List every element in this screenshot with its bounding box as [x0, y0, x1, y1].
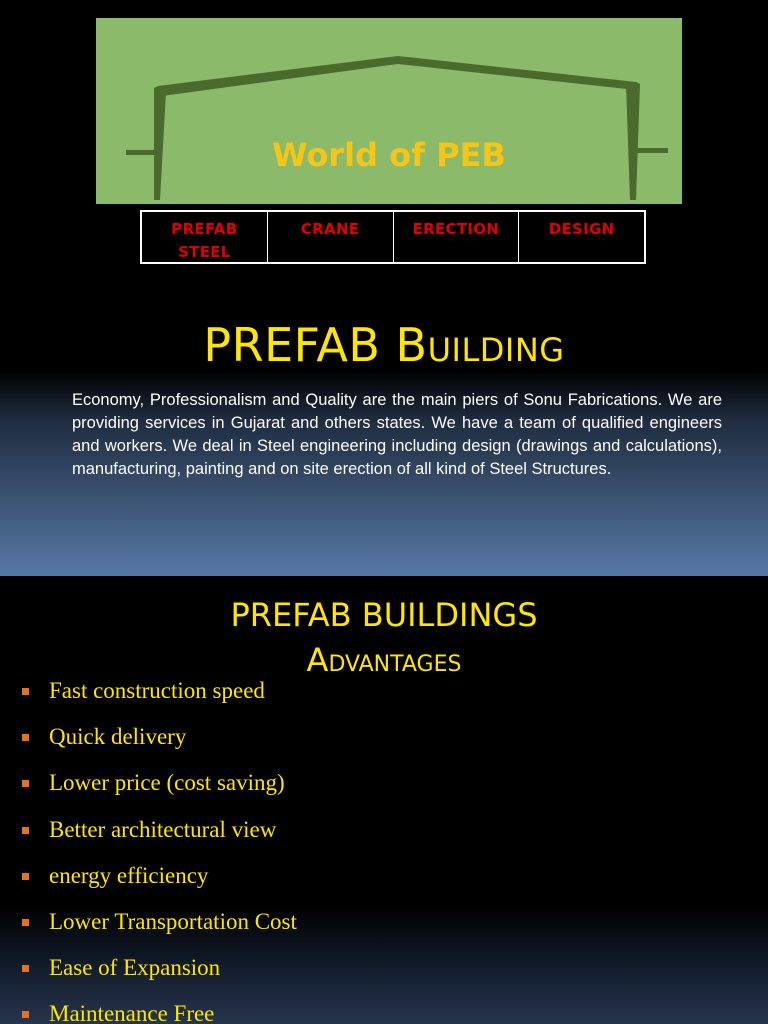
nav-item-design[interactable]: DESIGN [548, 220, 615, 238]
list-item: Better architectural view [22, 815, 297, 861]
list-item: Ease of Expansion [22, 953, 297, 999]
nav-item-label: PREFAB STEEL [171, 220, 238, 261]
bullet-icon [22, 780, 29, 787]
bullet-icon [22, 827, 29, 834]
intro-paragraph: Economy, Professionalism and Quality are the main piers of Sonu Fabrications. We are providing services in Gujarat and others states. We have a team of qualified engineers and workers. We deal in Steel engineering including design (drawings and calculations), manufacturing, painting and on site erection of all kind of Steel Structures. [72, 391, 722, 478]
banner [96, 18, 682, 204]
nav-item-prefab-steel[interactable] [142, 212, 268, 262]
list-item: Fast construction speed [22, 676, 297, 722]
slide-advantages [0, 576, 768, 1024]
advantages-list [22, 676, 297, 1024]
bullet-icon [22, 1011, 29, 1018]
bullet-icon [22, 919, 29, 926]
list-item: Maintenance Free [22, 999, 297, 1024]
bullet-icon [22, 965, 29, 972]
nav-item-crane[interactable]: CRANE [268, 212, 394, 262]
bullet-icon [22, 688, 29, 695]
advantages-title: PREFAB BUILDINGS [230, 596, 538, 634]
advantages-subtitle: Advantages [306, 641, 462, 679]
list-item: Lower price (cost saving) [22, 768, 297, 814]
bullet-icon [22, 873, 29, 880]
nav-table [140, 210, 646, 264]
banner-title: World of PEB [272, 136, 506, 174]
list-item: energy efficiency [22, 861, 297, 907]
list-item: Quick delivery [22, 722, 297, 768]
nav-item-erection[interactable]: ERECTION [394, 212, 520, 262]
bullet-icon [22, 734, 29, 741]
page-title: PREFAB Building [203, 318, 565, 372]
list-item: Lower Transportation Cost [22, 907, 297, 953]
steel-frame-icon [96, 18, 682, 204]
